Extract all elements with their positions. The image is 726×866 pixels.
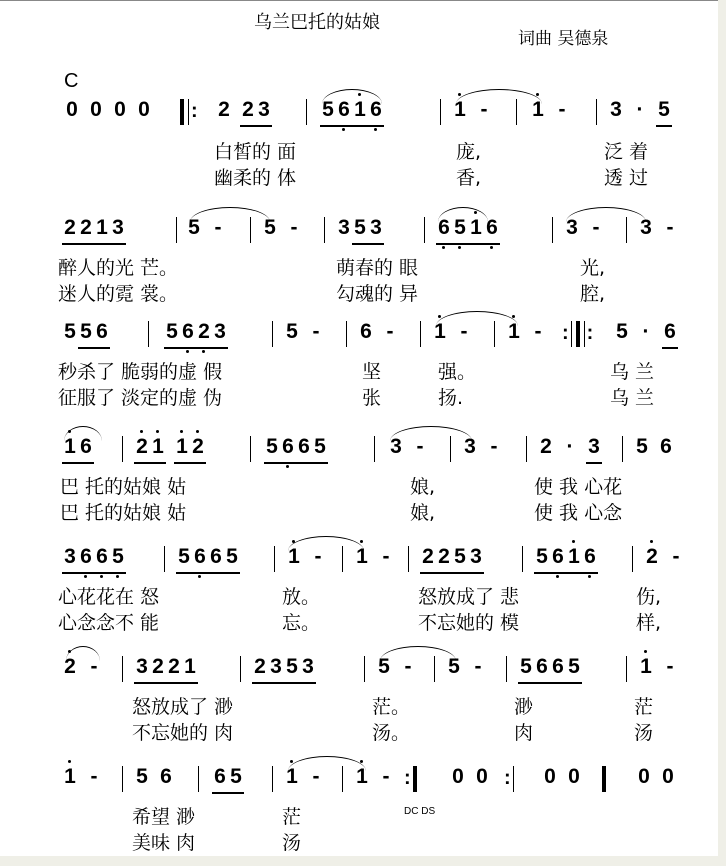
composer-credit: 词曲 吴德泉 [518,29,609,49]
barline [306,99,307,125]
note-space [650,432,658,462]
note: 6 [436,213,452,245]
score-system [0,432,718,542]
note: 1 [506,317,522,347]
note: 2 [420,542,436,574]
note-group [62,762,102,792]
note-space [478,432,486,462]
note: 1 [150,432,166,464]
note: 1 [468,213,484,245]
note: 0 [138,98,150,121]
note-group [164,317,228,347]
note: 3 [134,652,150,684]
note: 5 [352,213,368,245]
dash-extension: - [416,435,424,458]
lyric-text: 忘。 [282,612,321,634]
note-space [300,317,308,347]
slur-tie [438,207,488,222]
lyric-text: 幽柔的 体 [214,167,297,189]
barline [364,656,365,682]
lyric-text: 汤 [634,722,654,744]
lyric-text: 张 [362,387,382,409]
lyric-text: 娘, [410,476,436,498]
note-group [638,652,678,682]
slur-tie [64,426,102,441]
note-space [374,317,382,347]
barline [622,436,623,462]
note-space [546,95,554,125]
note-group [284,317,324,347]
note-space [648,95,656,125]
barline [632,546,633,572]
barline [176,217,177,243]
note: 3 [300,652,316,684]
note: 3 [268,652,284,684]
lyric-text: 白皙的 面 [214,141,297,163]
lyric-text: 不忘她的 模 [418,612,520,634]
note: 6 [550,542,566,574]
barline [122,656,123,682]
note-space [624,95,632,125]
dash-extension: - [404,655,412,678]
note: 2 [540,435,552,458]
note: 2 [78,213,94,245]
score-system [0,652,718,762]
note: 0 [544,765,556,788]
dash-extension: - [480,98,488,121]
note: 3 [110,213,126,245]
lyric-text: 茫 [634,696,654,718]
lyric-text: 庞, [456,141,482,163]
note-space [654,317,662,347]
note: 1 [354,762,370,792]
note: 0 [452,765,464,788]
note: 3 [610,98,622,121]
note: 6 [368,95,384,127]
barline [374,436,375,462]
note: 6 [484,213,500,245]
dash-extension: - [312,765,320,788]
note: 5 [224,542,240,574]
note-group [450,762,490,792]
note: 1 [432,317,448,347]
note: 6 [208,542,224,574]
lyric-text: 茫。 [372,696,411,718]
slur-tie [322,89,382,104]
note-group [608,95,672,125]
note-group [644,542,684,572]
note: 0 [638,765,650,788]
barline [198,766,199,792]
note: 5 [534,542,550,574]
note: 5 [164,317,180,349]
note-space [104,95,112,125]
barline [250,436,251,462]
lyric-text: 透 过 [604,167,649,189]
note: 2 [218,98,230,121]
key-signature: C [64,70,79,92]
lyric-text: 心花花在 怒 [58,586,160,608]
repeat-sign: : [504,764,516,794]
note: 2 [644,542,660,572]
note-group [420,542,484,572]
note-group [62,542,126,572]
note: 6 [662,317,678,349]
dash-extension: - [460,320,468,343]
song-title: 乌兰巴托的姑娘 [254,12,380,33]
note: 0 [568,765,580,788]
note-group [336,213,384,243]
barline [122,436,123,462]
lyric-text: 醉人的光 芒。 [58,257,179,279]
dash-extension: - [534,320,542,343]
note-group [62,213,126,243]
barline [240,656,241,682]
note-space [370,542,378,572]
note: 1 [638,652,654,682]
dash-extension: - [474,655,482,678]
note: 5 [188,216,200,239]
note: 2 [252,652,268,684]
note: 2 [196,317,212,349]
note: 2 [150,652,166,684]
note: 0 [90,98,102,121]
barline [346,321,347,347]
note: 5 [452,213,468,245]
note: 1 [284,762,300,792]
note: 1 [94,213,110,245]
note: 3 [468,542,484,574]
note-space [578,432,586,462]
note-space [370,762,378,792]
note: 5 [264,216,276,239]
dash-extension: - [592,216,600,239]
dash-extension: - [314,545,322,568]
note: 6 [336,95,352,127]
note: 6 [550,652,566,684]
note: 3 [566,216,578,239]
note: 1 [452,95,468,125]
lyric-text: 巴 托的姑娘 姑 [60,476,187,498]
note: 2 [240,95,256,127]
note: 6 [534,652,550,684]
barline [272,321,273,347]
note-group [134,432,206,462]
note-group [358,317,398,347]
note: 6 [296,432,312,464]
lyric-text: 巴 托的姑娘 姑 [60,502,187,524]
note-space [466,762,474,792]
barline [522,546,523,572]
barline [440,99,441,125]
note: 1 [286,542,302,572]
note: 6 [360,320,372,343]
barline [596,99,597,125]
note-space [128,95,136,125]
lyric-text: 使 我 心念 [534,502,623,524]
note: · [566,435,574,458]
note-group [134,762,174,792]
lyric-text: 迷人的霓 裳。 [58,283,179,305]
note: 5 [284,652,300,684]
note: 6 [78,542,94,574]
note: · [642,320,650,343]
note: 0 [476,765,488,788]
note: 5 [64,320,76,343]
lyric-text: 茫 [282,806,302,828]
note-space [654,652,662,682]
note: 6 [160,765,172,788]
note-space [232,95,240,125]
lyric-text: 使 我 心花 [534,476,623,498]
note: 6 [192,542,208,574]
dash-extension: - [386,320,394,343]
note: 6 [94,317,110,349]
lyric-text: 光, [580,257,606,279]
barline [506,656,507,682]
note: 3 [338,216,350,239]
lyric-text: 怒放成了 渺 [132,696,234,718]
note: 2 [436,542,452,574]
note-space [166,432,174,462]
note: 1 [354,542,370,572]
barline [526,436,527,462]
note-space [654,213,662,243]
dash-extension: - [290,216,298,239]
note: 5 [136,765,148,788]
barline [626,656,627,682]
barline [164,546,165,572]
note: · [636,98,644,121]
note-group [134,652,198,682]
note-group [216,95,272,125]
note-space [652,762,660,792]
note: 1 [62,432,78,464]
lyric-text: 强。 [438,361,477,383]
note: 5 [110,542,126,574]
lyric-text: 希望 渺 [132,806,196,828]
note: 6 [660,435,672,458]
dash-extension: - [214,216,222,239]
note-group [212,762,244,792]
lyric-text: 乌 兰 [610,387,655,409]
note-space [80,95,88,125]
note: 5 [320,95,336,127]
note: 5 [264,432,280,464]
note: 1 [566,542,582,574]
lyric-text: 渺 [514,696,534,718]
top-rule [0,0,718,1]
note: 5 [448,655,460,678]
dash-extension: - [666,216,674,239]
barline [424,217,425,243]
note-space [278,213,286,243]
note-space [462,652,470,682]
note-space [78,762,86,792]
lyric-text: 美味 肉 [132,832,196,854]
note: 5 [78,317,94,349]
note: 5 [566,652,582,684]
note-group [62,317,110,347]
score-system [0,317,718,427]
lyric-text: 勾魂的 异 [336,283,419,305]
dash-extension: - [558,98,566,121]
note: 2 [62,213,78,245]
note-space [558,762,566,792]
lyric-text: 扬. [438,387,464,409]
dash-extension: - [672,545,680,568]
slur-tie [456,89,542,104]
note-space [630,317,638,347]
repeat-sign [600,764,608,794]
note-group [538,432,602,462]
note-group [534,542,598,572]
barline [272,766,273,792]
note: 6 [78,432,94,464]
barline [408,546,409,572]
note-group [176,542,240,572]
note: 5 [228,762,244,794]
note: 5 [452,542,468,574]
note: 3 [62,542,78,574]
lyric-text: 泛 着 [604,141,649,163]
note: 3 [256,95,272,127]
note: 3 [586,432,602,464]
note-group [636,762,676,792]
lyric-text: 汤 [282,832,302,854]
note: 6 [280,432,296,464]
note: 6 [180,317,196,349]
note: 5 [176,542,192,574]
slur-tie [190,207,270,222]
note: 6 [212,762,228,794]
lyric-text: 征服了 淡定的虚 伪 [58,387,223,409]
note: 5 [378,655,390,678]
lyric-text: 汤。 [372,722,411,744]
note: 3 [390,435,402,458]
score-system [0,213,718,323]
note-group [614,317,678,347]
barline [148,321,149,347]
note-space [554,432,562,462]
dash-extension: - [382,545,390,568]
repeat-sign: : [404,764,419,794]
dash-extension: - [90,765,98,788]
note-group [252,652,316,682]
lyric-text: 心念念不 能 [58,612,160,634]
dash-extension: - [312,320,320,343]
note: 3 [464,435,476,458]
note-group [542,762,582,792]
note: 2 [134,432,150,464]
note: 0 [114,98,126,121]
note: 1 [62,762,78,792]
dash-extension: - [666,655,674,678]
lyric-text: 萌春的 眼 [336,257,419,279]
note: 2 [190,432,206,464]
barline [420,321,421,347]
lyric-text: 伤, [636,586,662,608]
lyric-text: 样, [636,612,662,634]
score-system [0,95,718,205]
lyric-text: 娘, [410,502,436,524]
score-system [0,762,718,856]
lyric-text: 肉 [514,722,534,744]
note-group [264,432,328,462]
note-space [660,542,668,572]
note-group [64,95,152,125]
note: 1 [182,652,198,684]
note: 5 [616,320,628,343]
note: 1 [352,95,368,127]
slur-tie [566,207,646,222]
note: 3 [640,216,652,239]
note: 0 [66,98,78,121]
lyric-text: 怒放成了 悲 [418,586,520,608]
note: 3 [368,213,384,245]
note: 1 [174,432,190,464]
score-system [0,542,718,652]
slur-tie [390,426,472,441]
note-group [634,432,674,462]
lyric-text: 香, [456,167,482,189]
barline [122,766,123,792]
note: 5 [312,432,328,464]
note-group [518,652,582,682]
dc-ds-marking: DC DS [404,806,436,817]
note: 5 [636,435,648,458]
note: 0 [662,765,674,788]
repeat-sign: : [178,97,198,127]
barline [552,217,553,243]
note: 1 [530,95,546,125]
lyric-text: 放。 [282,586,321,608]
note: 6 [582,542,598,574]
note: 6 [94,542,110,574]
dash-extension: - [382,765,390,788]
lyric-text: 不忘她的 肉 [132,722,234,744]
note: 3 [212,317,228,349]
note-space [150,762,158,792]
barline [324,217,325,243]
note: 5 [656,95,672,127]
repeat-sign: : : [562,319,593,349]
note: 5 [286,320,298,343]
note-space [522,317,530,347]
lyric-text: 秒杀了 脆弱的虚 假 [58,361,223,383]
note: 2 [166,652,182,684]
barline [274,546,275,572]
lyric-text: 乌 兰 [610,361,655,383]
dash-extension: - [90,655,98,678]
note: 5 [518,652,534,684]
lyric-text: 坚 [362,361,382,383]
lyric-text: 腔, [580,283,606,305]
dash-extension: - [490,435,498,458]
note: 2 [62,652,78,682]
